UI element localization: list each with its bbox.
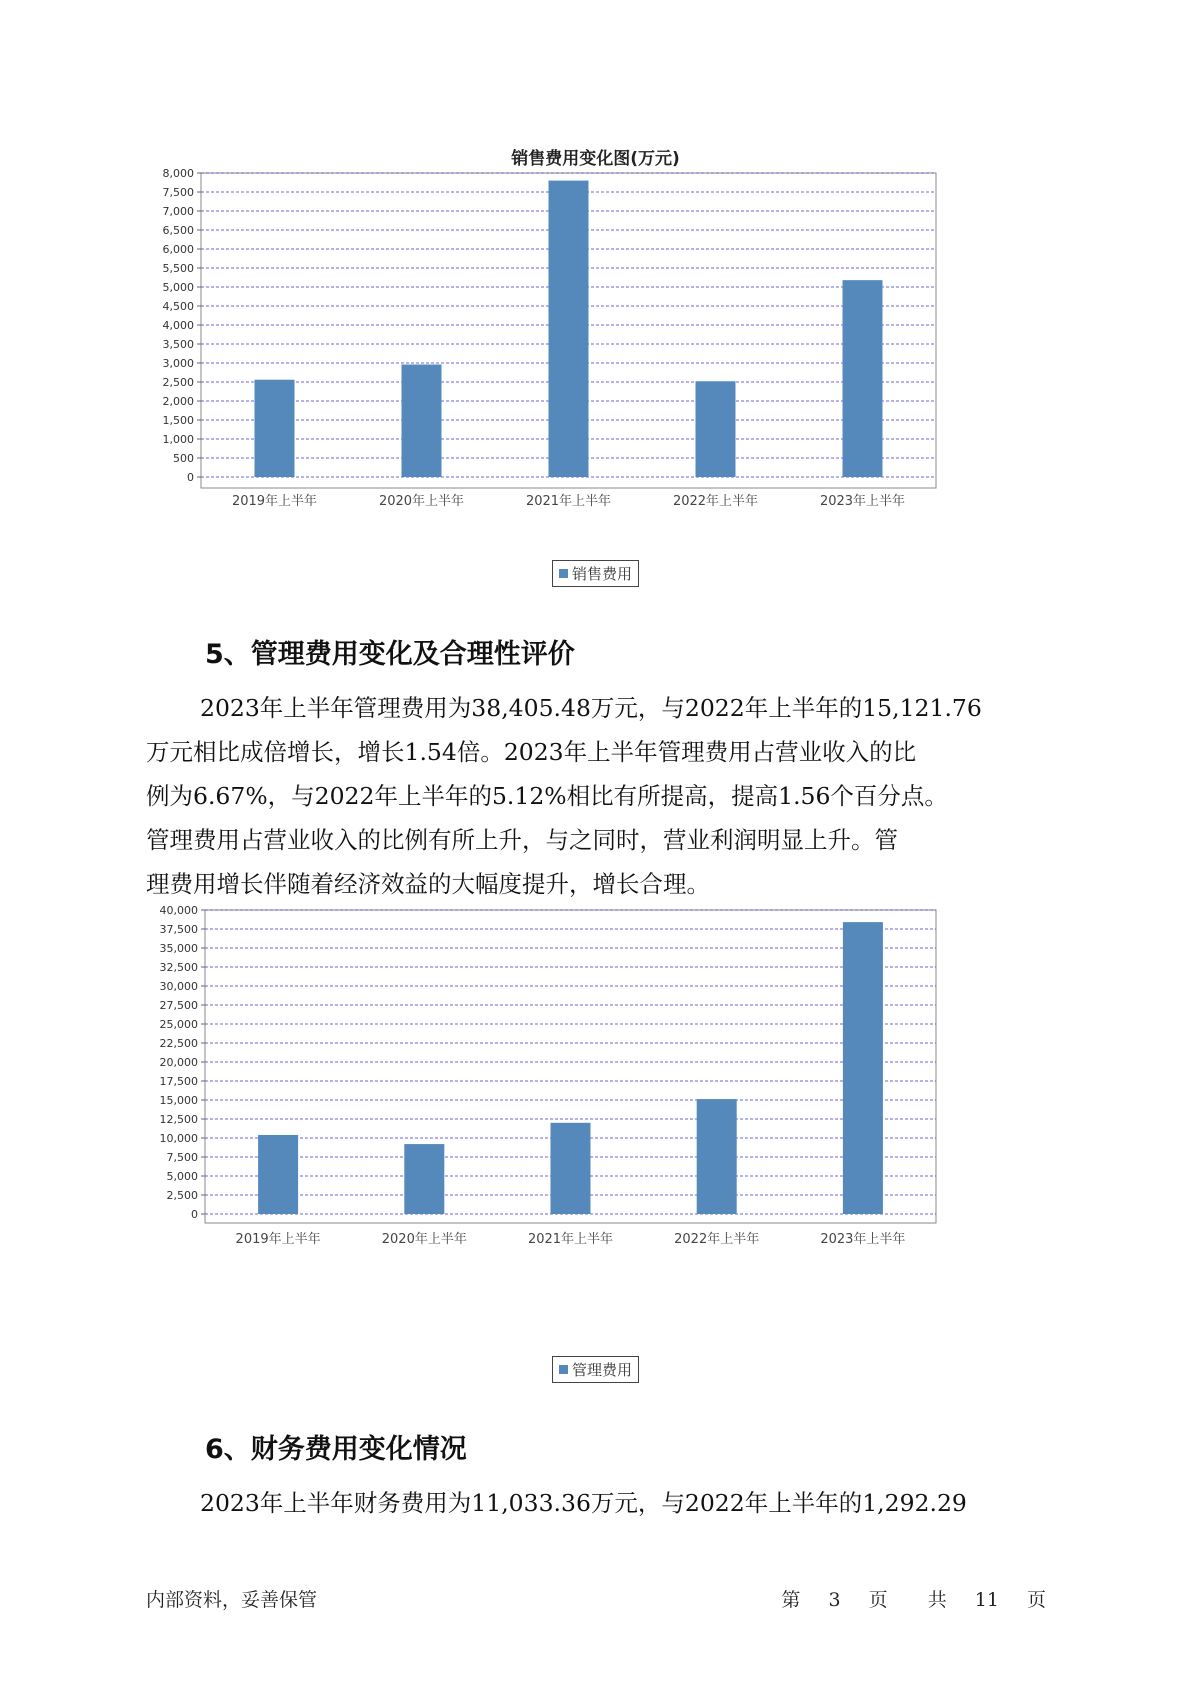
bar bbox=[843, 922, 883, 1214]
y-tick-label: 32,500 bbox=[159, 961, 198, 974]
bar bbox=[551, 1123, 591, 1214]
y-tick-label: 1,000 bbox=[162, 433, 194, 446]
y-tick-label: 2,500 bbox=[166, 1189, 198, 1202]
y-tick-label: 500 bbox=[173, 452, 194, 465]
x-tick-label: 2019年上半年 bbox=[231, 494, 318, 509]
y-tick-label: 7,500 bbox=[162, 186, 194, 199]
y-tick-label: 3,500 bbox=[162, 338, 194, 351]
x-tick-label: 2020年上半年 bbox=[381, 1232, 467, 1247]
y-tick-label: 10,000 bbox=[159, 1132, 198, 1145]
paragraph-line: 万元相比成倍增长，增长1.54倍。2023年上半年管理费用占营业收入的比 bbox=[146, 738, 917, 766]
y-tick-label: 5,500 bbox=[162, 262, 194, 275]
paragraph-line: 2023年上半年财务费用为11,033.36万元，与2022年上半年的1,292.29 bbox=[200, 1489, 967, 1517]
y-tick-label: 3,000 bbox=[162, 357, 194, 370]
y-tick-label: 25,000 bbox=[159, 1018, 198, 1031]
y-tick-label: 5,000 bbox=[166, 1170, 198, 1183]
chart-title: 销售费用变化图(万元) bbox=[511, 149, 680, 169]
y-tick-label: 6,500 bbox=[162, 224, 194, 237]
paragraph-line: 管理费用占营业收入的比例有所上升，与之同时，营业利润明显上升。管 bbox=[146, 826, 898, 854]
total-prefix: 共 bbox=[927, 1589, 947, 1611]
footer-page-info bbox=[781, 1585, 1046, 1612]
bar bbox=[404, 1144, 444, 1214]
page-suffix: 页 bbox=[868, 1589, 888, 1611]
paragraph-finance-expense bbox=[146, 1481, 1066, 1525]
x-tick-label: 2022年上半年 bbox=[674, 1232, 760, 1247]
x-tick-label: 2020年上半年 bbox=[378, 494, 465, 509]
y-tick-label: 2,000 bbox=[162, 395, 194, 408]
x-tick-label: 2021年上半年 bbox=[525, 494, 612, 509]
paragraph-line: 理费用增长伴随着经济效益的大幅度提升，增长合理。 bbox=[146, 870, 710, 898]
y-tick-label: 8,000 bbox=[162, 167, 194, 180]
x-tick-label: 2022年上半年 bbox=[672, 494, 759, 509]
section-heading: 6、财务费用变化情况 bbox=[205, 1434, 467, 1465]
y-tick-label: 2,500 bbox=[162, 376, 194, 389]
y-tick-label: 27,500 bbox=[159, 999, 198, 1012]
page-prefix: 第 bbox=[781, 1589, 801, 1611]
bar bbox=[258, 1135, 298, 1214]
y-tick-label: 7,000 bbox=[162, 205, 194, 218]
paragraph-line: 例为6.67%，与2022年上半年的5.12%相比有所提高，提高1.56个百分点。 bbox=[146, 782, 948, 810]
y-tick-label: 40,000 bbox=[159, 904, 198, 917]
y-tick-label: 15,000 bbox=[159, 1094, 198, 1107]
y-tick-label: 6,000 bbox=[162, 243, 194, 256]
x-tick-label: 2023年上半年 bbox=[820, 1232, 906, 1247]
x-tick-label: 2023年上半年 bbox=[819, 494, 906, 509]
total-suffix: 页 bbox=[1026, 1589, 1046, 1611]
y-tick-label: 1,500 bbox=[162, 414, 194, 427]
y-tick-label: 37,500 bbox=[159, 923, 198, 936]
x-tick-label: 2021年上半年 bbox=[527, 1232, 614, 1247]
legend-label: 销售费用 bbox=[572, 565, 633, 583]
footer-confidential-note: 内部资料，妥善保管 bbox=[146, 1589, 318, 1611]
legend-swatch bbox=[559, 1365, 568, 1374]
y-tick-label: 0 bbox=[187, 471, 194, 484]
legend-label: 管理费用 bbox=[572, 1361, 633, 1379]
bar bbox=[697, 1099, 737, 1214]
y-tick-label: 12,500 bbox=[159, 1113, 198, 1126]
total-pages: 11 bbox=[974, 1589, 999, 1611]
paragraph-line: 2023年上半年管理费用为38,405.48万元，与2022年上半年的15,121.76 bbox=[200, 694, 982, 722]
y-tick-label: 22,500 bbox=[159, 1037, 198, 1050]
y-tick-label: 30,000 bbox=[159, 980, 198, 993]
y-tick-label: 20,000 bbox=[159, 1056, 198, 1069]
y-tick-label: 17,500 bbox=[159, 1075, 198, 1088]
y-tick-label: 7,500 bbox=[166, 1151, 198, 1164]
section-heading: 5、管理费用变化及合理性评价 bbox=[205, 639, 575, 670]
y-tick-label: 5,000 bbox=[162, 281, 194, 294]
y-tick-label: 0 bbox=[191, 1208, 198, 1221]
page-number: 3 bbox=[828, 1589, 841, 1611]
chart-legend bbox=[552, 1356, 639, 1383]
x-tick-label: 2019年上半年 bbox=[235, 1232, 321, 1247]
y-tick-label: 4,500 bbox=[162, 300, 194, 313]
y-tick-label: 35,000 bbox=[159, 942, 198, 955]
y-tick-label: 4,000 bbox=[162, 319, 194, 332]
